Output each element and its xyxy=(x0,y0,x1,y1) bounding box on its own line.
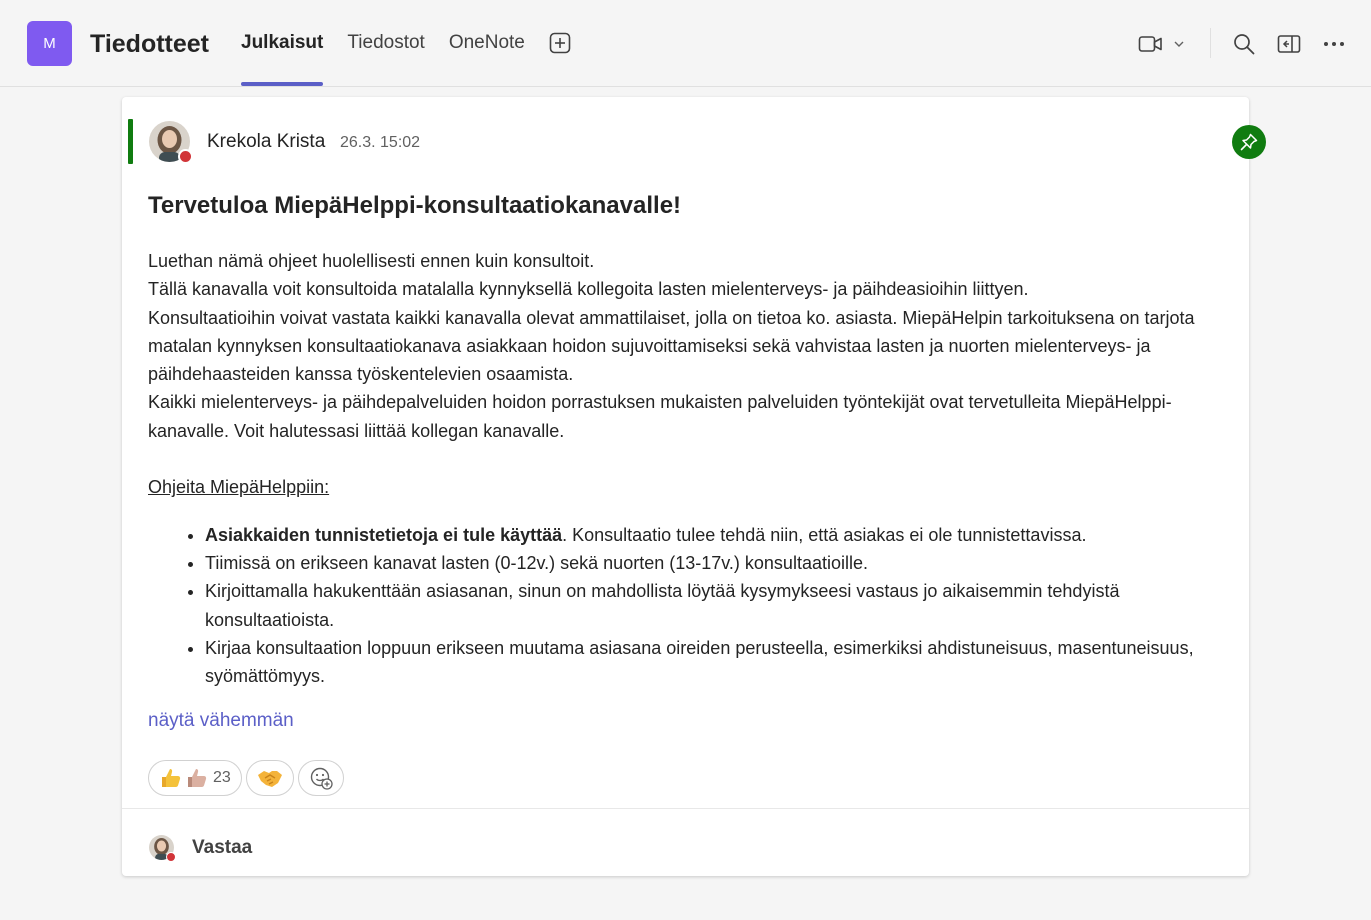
reaction-count: 23 xyxy=(213,769,231,786)
more-options-button[interactable] xyxy=(1320,30,1348,58)
reply-button[interactable]: Vastaa xyxy=(192,837,253,858)
team-avatar[interactable]: M xyxy=(27,21,72,66)
channel-header xyxy=(0,0,1371,87)
more-options-icon xyxy=(1323,41,1345,47)
list-item-text: Kirjaa konsultaation loppuun erikseen muutama asiasana oireiden perusteella, esimerkiksi ahdistuneisuus, masentuneisuus, syömättömyys. xyxy=(205,637,1194,687)
add-reaction-icon xyxy=(309,766,333,790)
tab-onenote[interactable]: OneNote xyxy=(448,32,525,53)
list-item-text: . Konsultaatio tulee tehdä niin, että asiakas ei ole tunnistettavissa. xyxy=(562,524,1087,545)
post-title: Tervetuloa MiepäHelppi-konsultaatiokanavalle! xyxy=(148,192,682,219)
post-timestamp: 26.3. 15:02 xyxy=(340,134,421,151)
chevron-down-icon xyxy=(1172,37,1186,51)
meet-button[interactable] xyxy=(1137,30,1187,58)
handshake-icon xyxy=(257,766,283,790)
thumbs-up-icon xyxy=(159,766,183,790)
list-item xyxy=(205,577,1218,634)
list-item-text: Tiimissä on erikseen kanavat lasten (0-12v.) sekä nuorten (13-17v.) konsultaatioille. xyxy=(205,552,868,573)
post-body xyxy=(148,247,1218,690)
post-accent-bar xyxy=(128,119,133,164)
instructions-heading: Ohjeita MiepäHelppiin: xyxy=(148,477,330,498)
add-tab-button[interactable] xyxy=(549,0,571,86)
reaction-handshake[interactable] xyxy=(246,760,294,796)
instructions-list xyxy=(148,521,1218,691)
search-button[interactable] xyxy=(1230,30,1258,58)
header-divider xyxy=(1210,28,1211,58)
reply-presence-indicator xyxy=(166,852,176,862)
tab-julkaisut[interactable]: Julkaisut xyxy=(241,0,323,86)
search-icon xyxy=(1233,33,1255,55)
side-panel-button[interactable] xyxy=(1275,30,1303,58)
reactions-bar xyxy=(148,760,348,796)
side-panel-icon xyxy=(1277,34,1301,54)
reaction-like[interactable] xyxy=(148,760,242,796)
channel-tabs xyxy=(241,0,571,86)
tab-tiedostot[interactable]: Tiedostot xyxy=(347,32,425,53)
pinned-post-card xyxy=(122,97,1249,876)
presence-busy-indicator xyxy=(178,149,193,164)
post-paragraph: Kaikki mielenterveys- ja päihdepalveluiden hoidon porrastuksen mukaisten palveluiden työntekijät ovat tervetulleita MiepäHelppi-kanavalle. Voit halutessasi liittää kollegan kanavalle. xyxy=(148,392,1172,441)
list-item-text: Kirjoittamalla hakukenttään asiasanan, sinun on mahdollista löytää kysymykseesi vastaus jo aikaisemmin tehdyistä konsultaatioista. xyxy=(205,581,1120,630)
reply-divider xyxy=(122,808,1249,809)
post-author[interactable]: Krekola Krista xyxy=(207,131,326,152)
thumbs-up-icon xyxy=(185,766,209,790)
post-paragraph: Konsultaatioihin voivat vastata kaikki kanavalla olevat ammattilaiset, jolla on tietoa ko. asiasta. MiepäHelpin tarkoituksena on tarjota matalan kynnyksen konsultaatiokanava asiakkaan hoidon sujuvoittamiseksi sekä vahvistaa lasten ja nuorten mielenterveys- ja päihdehaasteiden kanssa työskentelevien osaamista. xyxy=(148,307,1195,385)
video-camera-icon xyxy=(1138,34,1164,54)
add-tab-icon xyxy=(549,32,571,54)
post-paragraph: Luethan nämä ohjeet huolellisesti ennen kuin konsultoit. xyxy=(148,251,595,271)
list-item xyxy=(205,521,1218,549)
list-item xyxy=(205,549,1218,577)
pinned-badge xyxy=(1232,125,1266,159)
pin-icon xyxy=(1239,132,1259,152)
channel-title: Tiedotteet xyxy=(90,30,209,58)
list-item-bold: Asiakkaiden tunnistetietoja ei tule käyttää xyxy=(205,524,563,545)
post-paragraph: Tällä kanavalla voit konsultoida matalalla kynnyksellä kollegoita lasten mielenterveys- ja päihdeasioihin liittyen. xyxy=(148,279,1029,300)
show-less-link[interactable]: näytä vähemmän xyxy=(148,710,294,731)
add-reaction-button[interactable] xyxy=(298,760,344,796)
list-item xyxy=(205,634,1218,691)
